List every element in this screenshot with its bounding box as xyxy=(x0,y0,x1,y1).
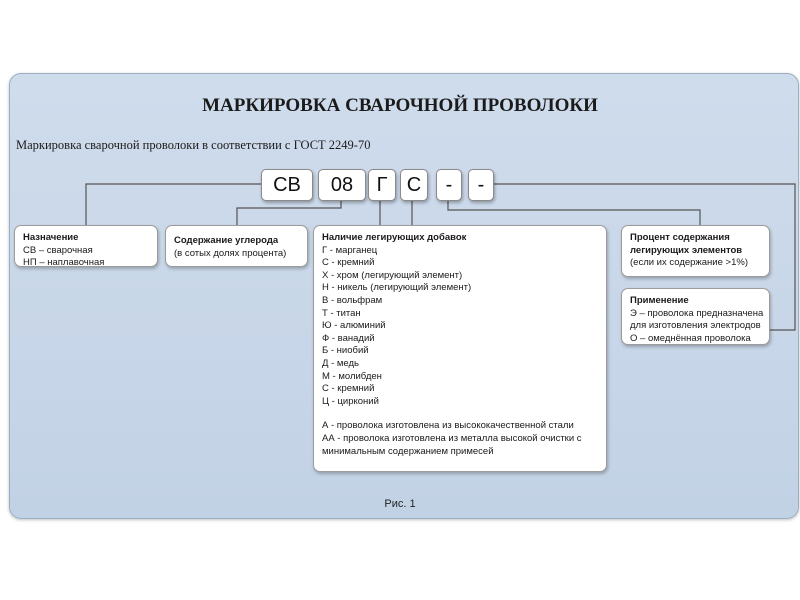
alloy-item: С - кремний xyxy=(322,383,375,395)
connector-carbon xyxy=(237,199,341,225)
code-dash-1: - xyxy=(436,169,462,201)
percent-heading: Процент содержания xyxy=(630,232,730,243)
purpose-line: НП – наплавочная xyxy=(23,257,105,269)
alloy-item: М - молибден xyxy=(322,370,382,382)
percent-note: (если их содержание >1%) xyxy=(630,257,748,269)
application-line: О – омеднённая проволока xyxy=(630,332,751,344)
carbon-heading: Содержание углерода xyxy=(174,235,279,246)
alloy-note-aa: АА - проволока изготовлена из металла высокой очистки с xyxy=(322,432,582,444)
code-sv: СВ xyxy=(261,169,313,201)
application-line: Э – проволока предназначена xyxy=(630,307,764,319)
code-dash-2: - xyxy=(468,169,494,201)
application-heading: Применение xyxy=(630,295,689,306)
alloy-item: Ю - алюминий xyxy=(322,320,386,332)
alloy-item: В - вольфрам xyxy=(322,294,383,306)
alloy-item: Т - титан xyxy=(322,307,361,319)
purpose-heading: Назначение xyxy=(23,232,79,243)
alloy-item: Ф - ванадий xyxy=(322,332,375,344)
carbon-note: (в сотых долях процента) xyxy=(174,247,287,259)
purpose-line: СВ – сварочная xyxy=(23,244,93,256)
code-alloy-g: Г xyxy=(368,169,396,201)
alloy-item: Х - хром (легирующий элемент) xyxy=(322,269,463,281)
percent-box xyxy=(621,225,770,277)
carbon-box xyxy=(165,225,308,267)
code-carbon: 08 xyxy=(318,169,366,201)
application-box xyxy=(621,288,770,345)
code-alloy-s: С xyxy=(400,169,428,201)
alloy-note-aa: минимальным содержанием примесей xyxy=(322,445,494,457)
purpose-box xyxy=(14,225,158,267)
alloy-item: Г - марганец xyxy=(322,244,378,256)
alloy-item: Ц - цирконий xyxy=(322,395,379,407)
connector-percent xyxy=(448,199,700,225)
alloy-item: С - кремний xyxy=(322,257,375,269)
percent-heading: легирующих элементов xyxy=(630,244,743,256)
application-line: для изготовления электродов xyxy=(630,320,761,332)
alloy-item: Д - медь xyxy=(322,357,359,369)
connector-purpose xyxy=(86,184,261,225)
page-title: МАРКИРОВКА СВАРОЧНОЙ ПРОВОЛОКИ xyxy=(202,95,598,116)
alloy-item: Н - никель (легирующий элемент) xyxy=(322,282,472,294)
subtitle: Маркировка сварочной проволоки в соответствии с ГОСТ 2249-70 xyxy=(16,138,371,152)
alloy-note-a: А - проволока изготовлена из высококачественной стали xyxy=(322,420,574,432)
alloys-box xyxy=(313,225,607,472)
alloys-heading: Наличие легирующих добавок xyxy=(322,232,467,243)
alloy-item: Б - ниобий xyxy=(322,345,369,357)
figure-caption: Рис. 1 xyxy=(384,498,416,510)
